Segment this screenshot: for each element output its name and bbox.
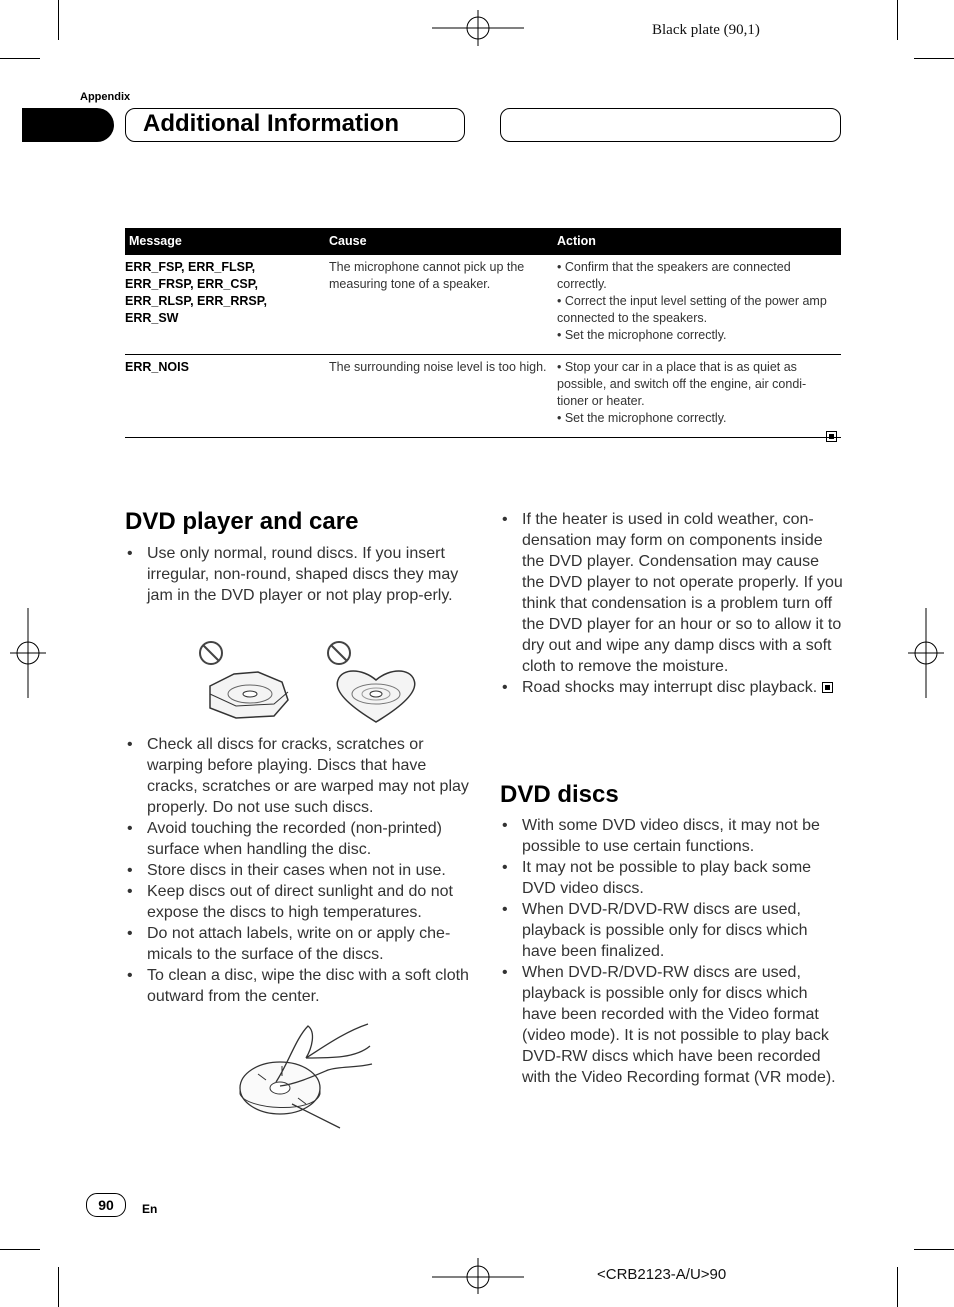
- action-item: • Correct the input level setting of the power amp connected to the speakers.: [557, 294, 827, 325]
- error-code: ERR_NOIS: [125, 355, 325, 438]
- column-header: Message: [125, 228, 325, 255]
- list-item: • Keep discs out of direct sunlight and do not expose the discs to high temperatures.: [125, 881, 470, 923]
- header-frame-empty: [500, 108, 841, 142]
- crop-mark: [897, 0, 898, 40]
- list-item: • It may not be possible to play back some DVD video discs.: [500, 857, 845, 899]
- crop-mark: [914, 1249, 954, 1250]
- registration-mark-icon: [6, 608, 46, 698]
- list-item: • With some DVD video discs, it may not be possible to use certain functions.: [500, 815, 845, 857]
- section-label: Appendix: [80, 91, 131, 103]
- list-item: • To clean a disc, wipe the disc with a soft cloth outward from the center.: [125, 965, 470, 1007]
- crop-mark: [58, 0, 59, 40]
- crop-mark: [914, 58, 954, 59]
- bullet-list: [125, 543, 470, 606]
- error-action: [553, 355, 841, 438]
- list-item: • Use only normal, round discs. If you insert irregular, non-round, shaped discs they may jam in the DVD player or not play prop-erly.: [125, 543, 470, 606]
- column-header: Cause: [325, 228, 553, 255]
- list-item: • Do not attach labels, write on or apply che-micals to the surface of the discs.: [125, 923, 470, 965]
- page-title: Additional Information: [143, 110, 399, 137]
- prohibited-icon: [328, 642, 350, 664]
- end-mark-icon: [822, 682, 833, 693]
- language-code: En: [142, 1202, 158, 1216]
- error-message-table: [125, 228, 841, 438]
- action-item: • Confirm that the speakers are connected correctly.: [557, 260, 791, 291]
- heart-disc-icon: [337, 671, 414, 722]
- table-row: [125, 255, 841, 355]
- section-tab: [22, 108, 114, 142]
- list-item: • When DVD-R/DVD-RW discs are used, playback is possible only for discs which have been finalized.: [500, 899, 845, 962]
- document-code: <CRB2123-A/U>90: [597, 1266, 727, 1283]
- column-header: Action: [553, 228, 841, 255]
- disc-cleaning-illustration: [236, 1018, 376, 1130]
- error-code: ERR_FSP, ERR_FLSP, ERR_FRSP, ERR_CSP, ERR_RLSP, ERR_RRSP, ERR_SW: [125, 255, 325, 355]
- crop-mark: [58, 1267, 59, 1307]
- irregular-disc-illustration: [196, 638, 422, 724]
- end-mark-icon: [826, 431, 837, 442]
- list-item: • If the heater is used in cold weather, con-densation may form on components inside the DVD player. Condensation may cause the DVD player to not operate properly. If you think that condensation is a problem turn off the DVD player for an hour or so to allow it to dry out and wipe any damp discs with a soft cloth to remove the moisture.: [500, 509, 845, 677]
- list-item: • Store discs in their cases when not in use.: [125, 860, 470, 881]
- bullet-list: [500, 509, 845, 698]
- error-cause: The microphone cannot pick up the measuring tone of a speaker.: [325, 255, 553, 355]
- section-heading-dvd-discs: DVD discs: [500, 781, 619, 808]
- prohibited-icon: [200, 642, 222, 664]
- list-item-text: Road shocks may interrupt disc playback.: [522, 679, 818, 696]
- action-item: • Set the microphone correctly.: [557, 328, 727, 342]
- table-row: [125, 355, 841, 438]
- table-header-row: [125, 228, 841, 255]
- bullet-list: [125, 734, 470, 1007]
- page-number: 90: [86, 1193, 126, 1217]
- action-item: • Stop your car in a place that is as quiet as possible, and switch off the engine, air condi-tioner or heater.: [557, 360, 807, 408]
- plate-label: Black plate (90,1): [652, 22, 760, 38]
- section-heading-dvd-care: DVD player and care: [125, 508, 359, 535]
- list-item: • Avoid touching the recorded (non-printed) surface when handling the disc.: [125, 818, 470, 860]
- action-item: • Set the microphone correctly.: [557, 411, 727, 425]
- list-item: • Check all discs for cracks, scratches or warping before playing. Discs that have cracks, scratches or are warped may not play properly. Do not use such discs.: [125, 734, 470, 818]
- registration-mark-icon: [432, 6, 524, 46]
- bullet-list: [500, 815, 845, 1088]
- registration-mark-icon: [432, 1258, 524, 1298]
- crop-mark: [897, 1267, 898, 1307]
- registration-mark-icon: [908, 608, 948, 698]
- error-action: [553, 255, 841, 355]
- list-item: • When DVD-R/DVD-RW discs are used, playback is possible only for discs which have been recorded with the Video format (video mode). It is not possible to play back DVD-RW discs which have been recorded with the Video Recording format (VR mode).: [500, 962, 845, 1088]
- crop-mark: [0, 58, 40, 59]
- list-item: [500, 677, 845, 698]
- octagon-disc-icon: [210, 672, 288, 718]
- error-cause: The surrounding noise level is too high.: [325, 355, 553, 438]
- crop-mark: [0, 1249, 40, 1250]
